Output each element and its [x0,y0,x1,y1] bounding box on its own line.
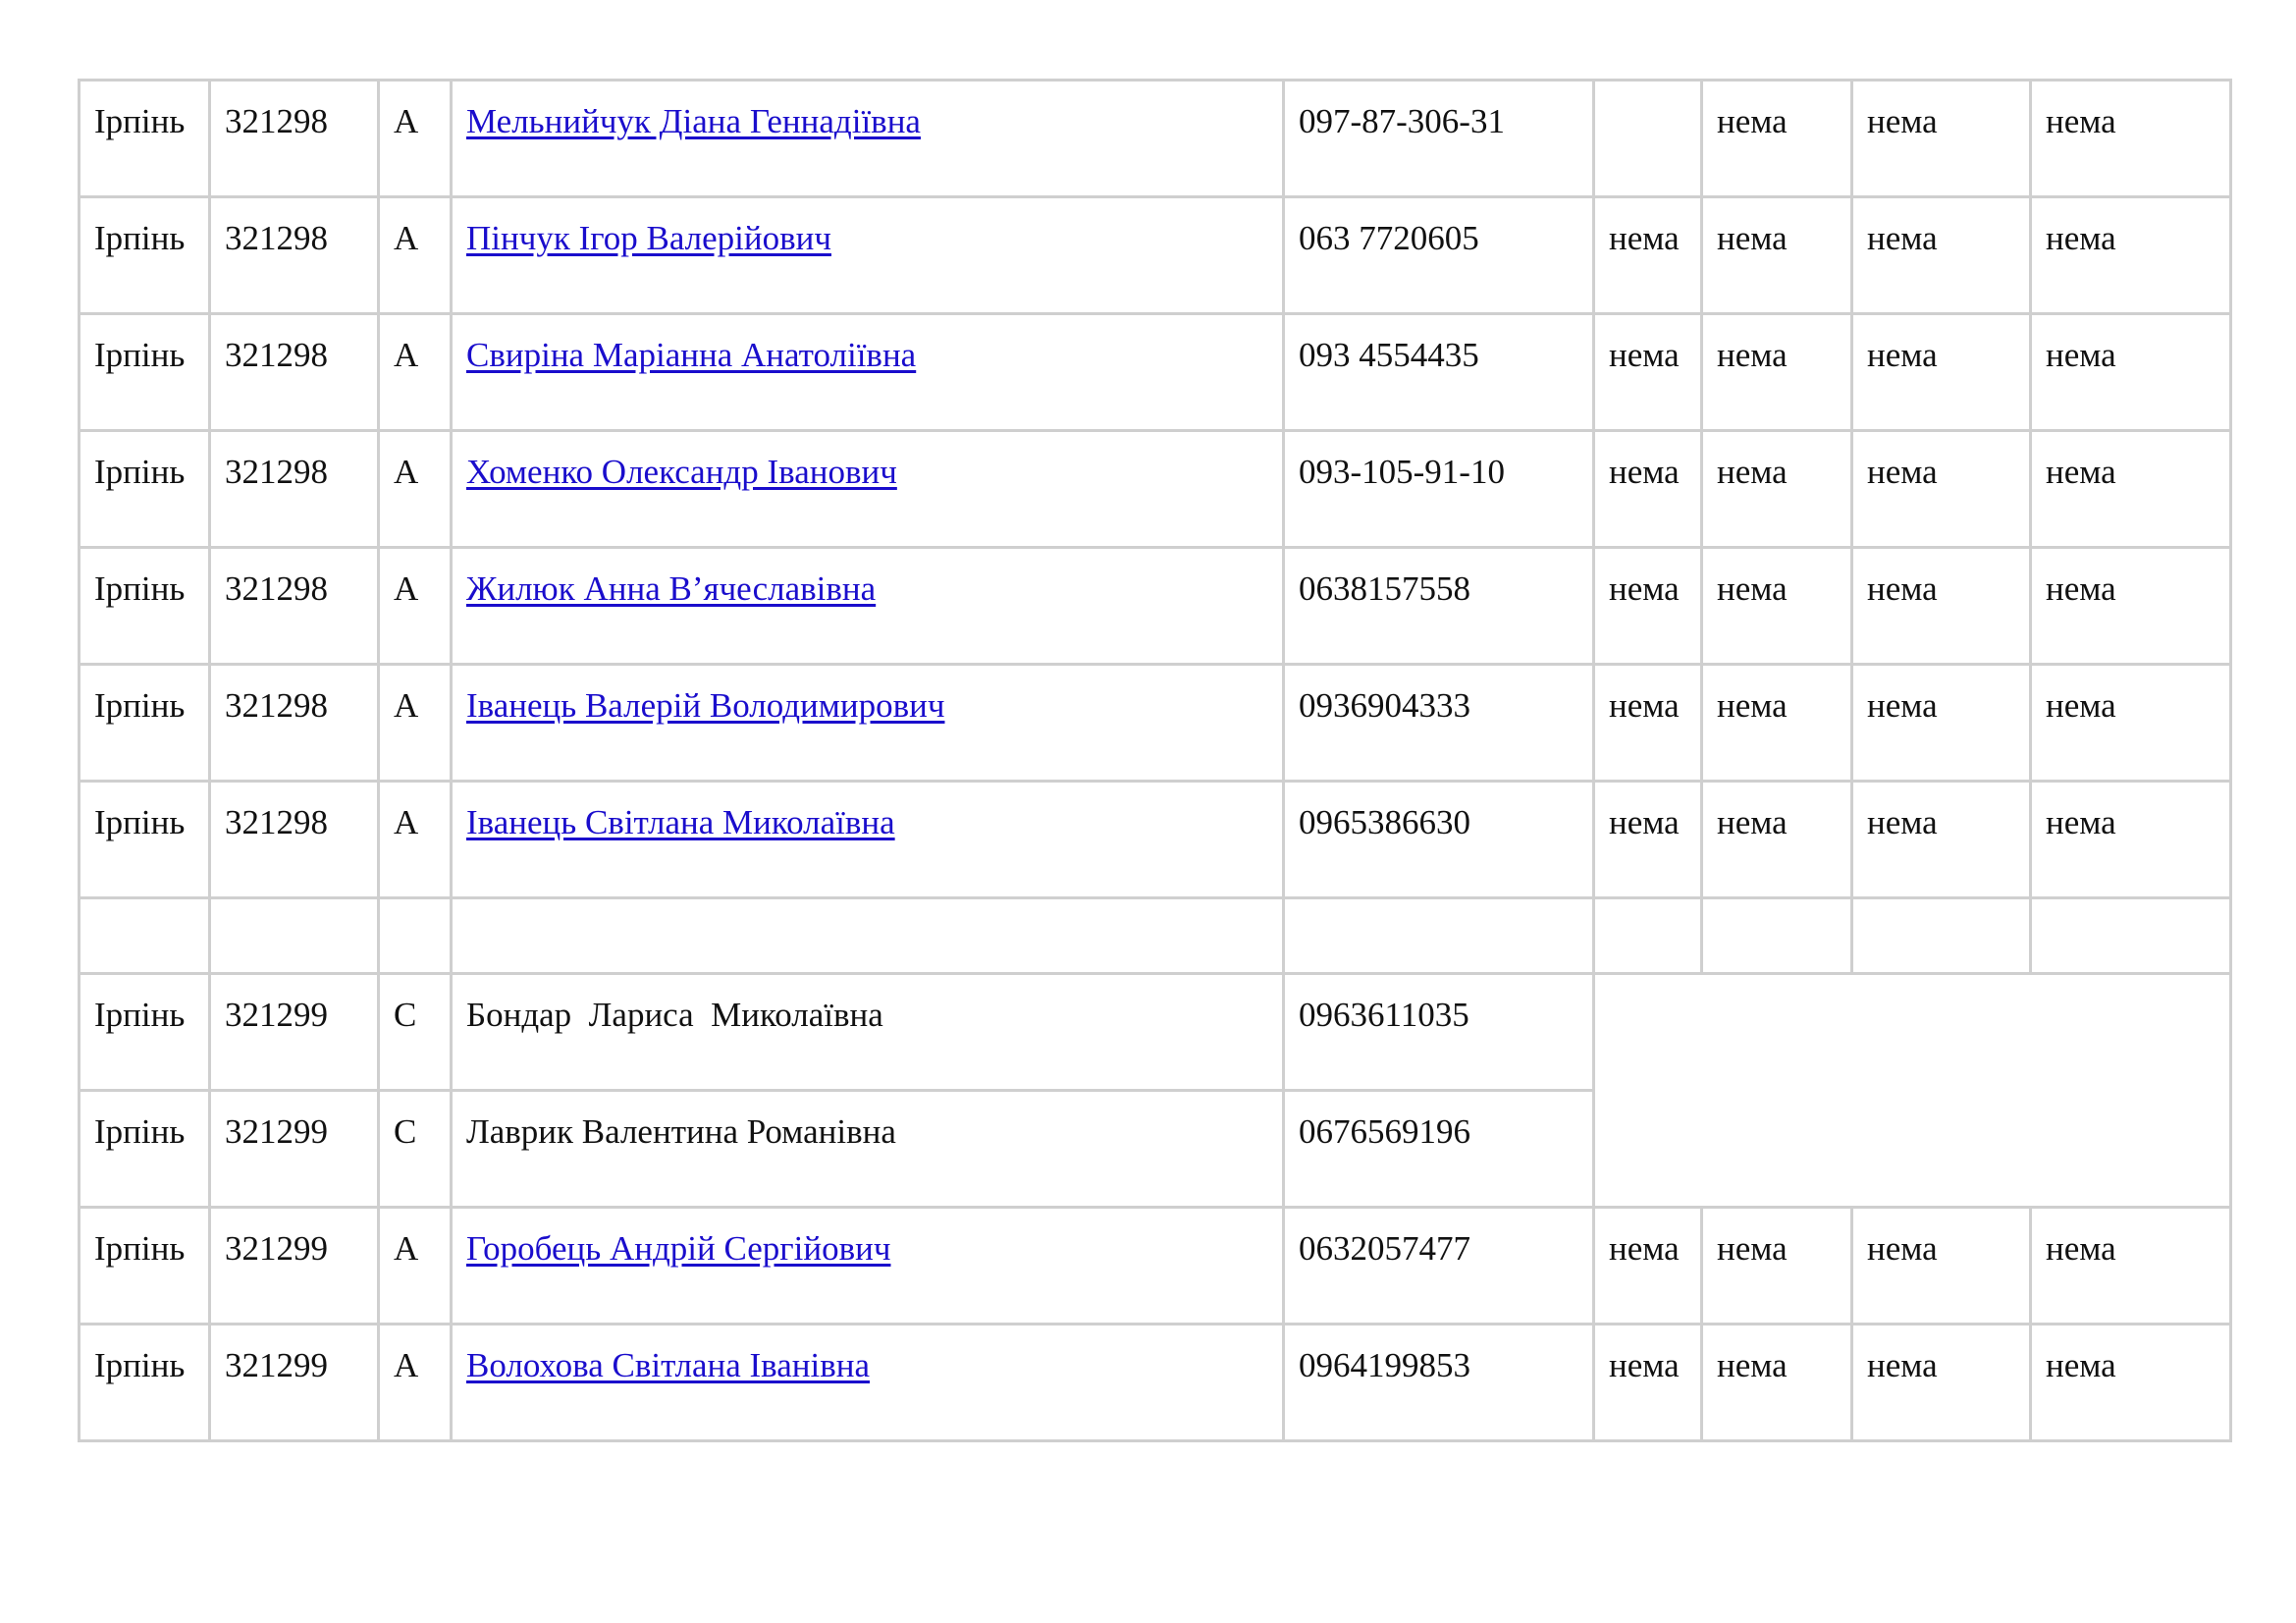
city-cell [80,1325,210,1441]
empty-cell [379,898,452,974]
status-cell-4: нема [2031,665,2231,782]
status-cell-2: нема [1702,314,1852,431]
status-cell-2: нема [1702,81,1852,197]
city-cell [80,1091,210,1208]
name-cell [452,81,1284,197]
city-text: Ірпінь [94,219,186,257]
status-cell-1 [1594,81,1702,197]
phone-cell: 0632057477 [1284,1208,1594,1325]
table-row [80,431,2231,548]
person-name: Лаврик Валентина Романівна [466,1112,896,1151]
status-cell-4: нема [2031,314,2231,431]
empty-cell [80,898,210,974]
status-cell-2: нема [1702,1325,1852,1441]
person-name-link[interactable]: Волохова Світлана Іванівна [466,1346,871,1384]
category-cell: А [379,665,452,782]
city-cell [80,314,210,431]
category-cell: А [379,431,452,548]
name-cell [452,665,1284,782]
empty-cell [210,898,379,974]
table-row [80,665,2231,782]
code-cell: 321298 [210,431,379,548]
status-cell-4: нема [2031,1325,2231,1441]
city-text: Ірпінь [94,803,186,841]
person-name-link[interactable]: Хоменко Олександр Іванович [466,453,897,491]
status-cell-1: нема [1594,1325,1702,1441]
name-cell [452,1091,1284,1208]
phone-cell: 0676569196 [1284,1091,1594,1208]
table-row [80,898,2231,974]
status-cell-2: нема [1702,548,1852,665]
city-text: Ірпінь [94,1112,186,1151]
status-cell-2: нема [1702,1208,1852,1325]
status-cell-3: нема [1852,431,2031,548]
city-text: Ірпінь [94,102,186,140]
code-cell: 321298 [210,197,379,314]
name-cell [452,431,1284,548]
empty-cell [452,898,1284,974]
status-cell-4: нема [2031,431,2231,548]
city-cell [80,782,210,898]
status-cell-4: нема [2031,197,2231,314]
person-name-link[interactable]: Іванець Валерій Володимирович [466,686,945,725]
table-row [80,314,2231,431]
code-cell: 321298 [210,665,379,782]
name-cell [452,548,1284,665]
status-cell-1: нема [1594,665,1702,782]
city-cell [80,197,210,314]
table-row [80,1208,2231,1325]
status-cell-1: нема [1594,197,1702,314]
code-cell: 321299 [210,1325,379,1441]
table-row [80,81,2231,197]
table-row [80,974,2231,1091]
status-cell-4: нема [2031,548,2231,665]
city-cell [80,974,210,1091]
person-name-link[interactable]: Свиріна Маріанна Анатоліївна [466,336,917,374]
status-cell-3: нема [1852,665,2031,782]
empty-cell [1284,898,1594,974]
table-row [80,1325,2231,1441]
phone-cell: 0963611035 [1284,974,1594,1091]
person-name: Бондар Лариса Миколаївна [466,996,883,1034]
status-cell-3: нема [1852,1208,2031,1325]
empty-cell [1702,898,1852,974]
status-cell-3: нема [1852,1325,2031,1441]
status-cell-3: нема [1852,548,2031,665]
person-name-link[interactable]: Іванець Світлана Миколаївна [466,803,895,841]
code-cell: 321299 [210,1091,379,1208]
category-cell: А [379,782,452,898]
table-body [80,81,2231,1441]
code-cell: 321299 [210,1208,379,1325]
name-cell [452,197,1284,314]
category-cell: С [379,974,452,1091]
status-cell-4: нема [2031,782,2231,898]
empty-cell [2031,898,2231,974]
blank-block [1594,974,2231,1208]
category-cell: С [379,1091,452,1208]
phone-cell: 097-87-306-31 [1284,81,1594,197]
phone-cell: 0965386630 [1284,782,1594,898]
status-cell-4: нема [2031,1208,2231,1325]
category-cell: А [379,81,452,197]
category-cell: А [379,1325,452,1441]
table-row [80,782,2231,898]
category-cell: А [379,314,452,431]
table-row [80,548,2231,665]
person-name-link[interactable]: Горобець Андрій Сергійович [466,1229,891,1268]
status-cell-1: нема [1594,314,1702,431]
phone-cell: 063 7720605 [1284,197,1594,314]
code-cell: 321298 [210,548,379,665]
person-name-link[interactable]: Жилюк Анна В’ячеславівна [466,569,877,608]
category-cell: А [379,197,452,314]
status-cell-1: нема [1594,548,1702,665]
city-cell [80,81,210,197]
code-cell: 321298 [210,314,379,431]
person-name-link[interactable]: Пінчук Ігор Валерійович [466,219,831,257]
phone-cell: 093-105-91-10 [1284,431,1594,548]
contacts-table [78,79,2232,1442]
phone-cell: 093 4554435 [1284,314,1594,431]
city-cell [80,431,210,548]
status-cell-3: нема [1852,197,2031,314]
city-text: Ірпінь [94,1229,186,1268]
category-cell: А [379,548,452,665]
phone-cell: 0964199853 [1284,1325,1594,1441]
phone-cell: 0638157558 [1284,548,1594,665]
person-name-link[interactable]: Мельнийчук Діана Геннадіївна [466,102,921,140]
category-cell: А [379,1208,452,1325]
name-cell [452,974,1284,1091]
status-cell-3: нема [1852,782,2031,898]
name-cell [452,782,1284,898]
name-cell [452,314,1284,431]
name-cell [452,1208,1284,1325]
name-cell [452,1325,1284,1441]
contacts-table-wrapper [78,79,2232,1442]
code-cell: 321299 [210,974,379,1091]
code-cell: 321298 [210,782,379,898]
city-text: Ірпінь [94,1346,186,1384]
phone-cell: 0936904333 [1284,665,1594,782]
empty-cell [1594,898,1702,974]
empty-cell [1852,898,2031,974]
status-cell-3: нема [1852,314,2031,431]
city-text: Ірпінь [94,336,186,374]
city-cell [80,548,210,665]
city-text: Ірпінь [94,569,186,608]
city-text: Ірпінь [94,996,186,1034]
status-cell-1: нема [1594,431,1702,548]
status-cell-2: нема [1702,665,1852,782]
status-cell-1: нема [1594,782,1702,898]
status-cell-4: нема [2031,81,2231,197]
status-cell-2: нема [1702,431,1852,548]
status-cell-1: нема [1594,1208,1702,1325]
table-row [80,197,2231,314]
status-cell-2: нема [1702,782,1852,898]
city-text: Ірпінь [94,453,186,491]
status-cell-2: нема [1702,197,1852,314]
city-text: Ірпінь [94,686,186,725]
status-cell-3: нема [1852,81,2031,197]
city-cell [80,665,210,782]
code-cell: 321298 [210,81,379,197]
city-cell [80,1208,210,1325]
